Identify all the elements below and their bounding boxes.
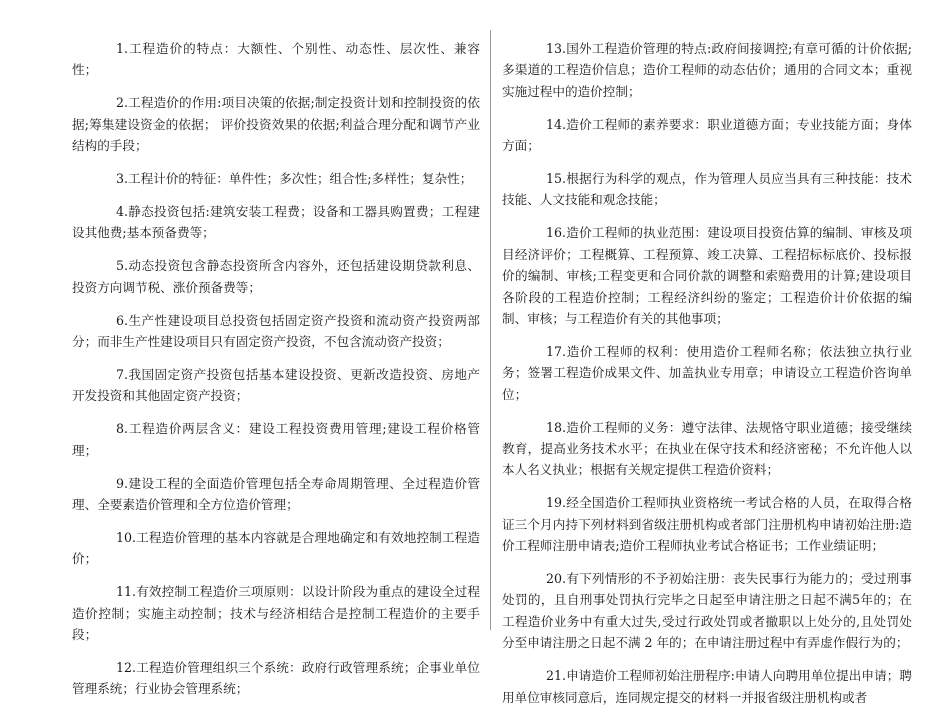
item-text: 动态投资包含静态投资所含内容外，还包括建设期贷款利息、投资方向调节税、涨价预备费等； [72, 258, 480, 295]
list-item [502, 168, 912, 211]
item-number: 4. [116, 203, 129, 219]
item-text: 申请造价工程师初始注册程序:申请人向聘用单位提出申请；聘用单位审核同意后，连同规定提交的材料一并报省级注册机构或者 [502, 668, 912, 705]
left-column [72, 38, 480, 711]
item-text: 有效控制工程造价三项原则：以设计阶段为重点的建设全过程造价控制；实施主动控制；技术与经济相结合是控制工程造价的主要手段； [72, 584, 480, 642]
right-column [502, 38, 912, 719]
item-text: 生产性建设项目总投资包括固定资产投资和流动资产投资两部分；而非生产性建设项目只有固定资产投资，不包含流动资产投资； [72, 312, 480, 349]
item-number: 6. [116, 312, 129, 328]
item-number: 20. [546, 571, 567, 587]
list-item [502, 38, 912, 102]
item-number: 5. [116, 258, 129, 274]
list-item [72, 168, 480, 189]
item-number: 10. [116, 529, 137, 545]
item-text: 有下列情形的不予初始注册：丧失民事行为能力的；受过刑事处罚的，且自刑事处罚执行完毕之日起至申请注册之日起不满5年的；在工程造价业务中有重大过失,受过行政处罚或者撤职以上处分的,且处罚处分至申请注册之日起不满 2 年的；在申请注册过程中有弄虚作假行为的； [502, 571, 912, 651]
item-text: 静态投资包括:建筑安装工程费；设备和工器具购置费；工程建设其他费;基本预备费等； [72, 203, 480, 241]
item-number: 17. [546, 343, 567, 359]
item-number: 8. [116, 421, 129, 437]
item-text: 造价工程师的素养要求：职业道德方面；专业技能方面；身体方面； [502, 116, 912, 154]
list-item [72, 92, 480, 156]
item-number: 15. [546, 171, 567, 187]
item-number: 1. [116, 41, 129, 56]
item-text: 工程造价的作用:项目决策的依据;制定投资计划和控制投资的依据;筹集建设资金的依据； 评价投资效果的依据;利益合理分配和调节产业结构的手段； [72, 95, 480, 154]
list-item [72, 418, 480, 461]
item-number: 7. [116, 366, 129, 382]
item-text: 工程计价的特征：单件性；多次性；组合性;多样性；复杂性； [128, 171, 473, 187]
item-number: 12. [116, 659, 137, 675]
item-text: 造价工程师的执业范围：建设项目投资估算的编制、审核及项目经济评价；工程概算、工程预算、竣工决算、工程招标标底价、投标报价的编制、审核;工程变更和合同价款的调整和索赔费用的计算;建设项目各阶段的工程造价控制；工程经济纠纷的鉴定；工程造价计价依据的编制、审核；与工程造价有关的其他事项； [502, 225, 912, 326]
list-item [72, 657, 480, 700]
list-item [72, 310, 480, 353]
list-item [502, 492, 912, 556]
item-number: 3. [116, 171, 129, 187]
item-text: 工程造价两层含义：建设工程投资费用管理;建设工程价格管理； [72, 421, 480, 458]
item-text: 经全国造价工程师执业资格统一考试合格的人员，在取得合格证三个月内持下列材料到省级注册机构或者部门注册机构申请初始注册:造价工程师注册申请表;造价工程师执业考试合格证书；工作业绩证明； [502, 495, 912, 554]
item-number: 11. [116, 584, 137, 600]
item-text: 工程造价管理的基本内容就是合理地确定和有效地控制工程造价； [72, 529, 480, 567]
item-text: 工程造价管理组织三个系统：政府行政管理系统；企事业单位管理系统；行业协会管理系统； [72, 659, 480, 697]
list-item [502, 417, 912, 481]
item-text: 我国固定资产投资包括基本建设投资、更新改造投资、房地产开发投资和其他固定资产投资； [72, 366, 480, 404]
list-item [72, 527, 480, 570]
list-item [502, 222, 912, 329]
item-text: 工程造价的特点：大额性、个别性、动态性、层次性、兼容性； [72, 41, 480, 78]
item-number: 16. [546, 225, 567, 241]
item-number: 14. [546, 116, 567, 132]
item-number: 2. [116, 95, 129, 111]
item-text: 国外工程造价管理的特点:政府间接调控;有章可循的计价依据;多渠道的工程造价信息；造价工程师的动态估价；通用的合同文本；重视实施过程中的造价控制； [502, 41, 912, 99]
item-text: 造价工程师的权利：使用造价工程师名称；依法独立执行业务；签署工程造价成果文件、加盖执业专用章；申请设立工程造价咨询单位； [502, 343, 912, 402]
item-number: 19. [546, 495, 567, 511]
list-item [72, 473, 480, 516]
item-text: 造价工程师的义务：遵守法律、法规恪守职业道德；接受继续教育，提高业务技术水平；在执业在保守技术和经济密秘；不允许他人以本人名义执业；根据有关规定提供工程造价资料； [502, 419, 912, 478]
item-text: 根据行为科学的观点，作为管理人员应当具有三种技能：技术技能、人文技能和观念技能； [502, 171, 912, 208]
list-item [502, 341, 912, 405]
item-number: 18. [546, 419, 567, 435]
list-item [72, 364, 480, 407]
list-item [72, 38, 480, 81]
list-item [72, 201, 480, 244]
item-text: 建设工程的全面造价管理包括全寿命周期管理、全过程造价管理、全要素造价管理和全方位造价管理； [72, 475, 480, 512]
list-item [72, 255, 480, 298]
column-divider [490, 30, 491, 630]
list-item [502, 568, 912, 654]
list-item [502, 114, 912, 157]
list-item [72, 581, 480, 645]
item-number: 9. [116, 475, 129, 491]
item-number: 21. [546, 668, 567, 684]
item-number: 13. [546, 41, 567, 56]
